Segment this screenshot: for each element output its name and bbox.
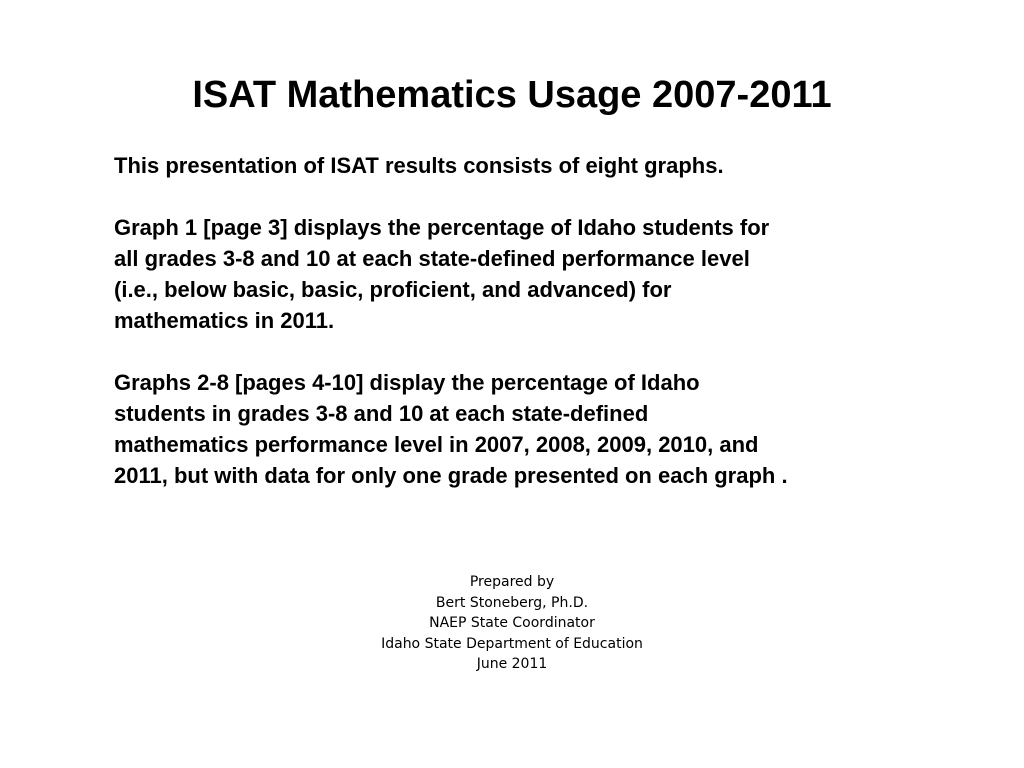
graphs-2-8-paragraph: Graphs 2-8 [pages 4-10] display the percentage of Idaho students in grades 3-8 and 10 at each state-defined mathematics performance level in 2007, 2008, 2009, 2010, and 2011, but with data for only one grade presented on each graph . [114,370,788,488]
credit-date: June 2011 [476,656,548,672]
graph-1-paragraph: Graph 1 [page 3] displays the percentage of Idaho students for all grades 3-8 and 10 at each state-defined performance level (i.e., below basic, basic, proficient, and advanced) for mathematics in 2011. [114,215,770,333]
paragraph-spacer [114,336,934,367]
credit-organization: Idaho State Department of Education [381,635,643,652]
slide-body [114,150,934,491]
credit-prepared-by: Prepared by [469,574,555,590]
credit-author: Bert Stoneberg, Ph.D. [435,594,589,611]
paragraph-spacer [114,181,934,212]
intro-paragraph: This presentation of ISAT results consists of eight graphs. [114,153,724,178]
credits-block [0,572,1024,675]
slide-title: ISAT Mathematics Usage 2007-2011 [192,74,832,116]
credit-role: NAEP State Coordinator [429,615,595,631]
